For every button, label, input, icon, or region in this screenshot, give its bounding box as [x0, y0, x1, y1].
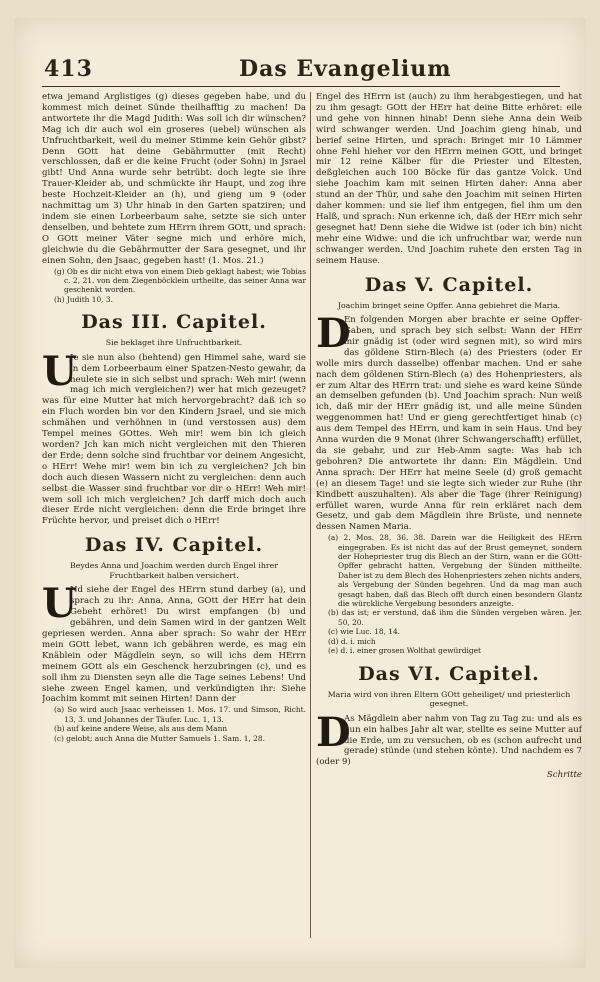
column-divider: [310, 92, 311, 938]
chapter-6-summary: Maria wird von ihren Eltern GOtt geheiliget/ und priesterlich gesegnet.: [327, 689, 571, 709]
left-column: [42, 92, 306, 958]
chapter-4-body: [42, 580, 306, 705]
footnote: (c) gelobt; auch Anna die Mutter Samuels 1. Sam. 1, 28.: [54, 733, 265, 743]
drop-cap: D: [316, 708, 351, 756]
chapter-3-summary: Sie beklaget ihre Unfruchtbarkeit.: [105, 338, 243, 348]
footnote: (a) So wird auch Jsaac verheissen 1. Mos. 17. und Simson, Richt. 13, 3. und Johannes der Täufer. Luc. 1, 13.: [54, 705, 306, 724]
chapter-3-title: Das III. Capitel.: [81, 311, 267, 334]
chapter-6-text: As Mägdlein aber nahm von Tag zu Tag zu: und als es nun ein halbes Jahr alt war, stellte es seine Mutter auf die Erde, um zu versuchen, ob es (schon aufrecht und gerade) stünde (und stehen könte). Und nachdem es 7 (oder 9): [316, 713, 582, 768]
footnotes-chapter-5: [316, 533, 582, 655]
footnote: (c) wie Luc. 18, 14.: [328, 627, 401, 637]
right-column: [316, 92, 582, 958]
page-number: 413: [44, 56, 93, 82]
footnote: (d) d. i. mich: [328, 636, 376, 646]
chapter-3-text: Je sie nun also (behtend) gen Himmel sahe, ward sie in dem Lorbeerbaum einer Spatzen-Nesto gewahr, da heulete sie in sich selbst und sprach: Weh mir! (wenn mag ich mich vergleichen?) wer hat mich gezeuget? was für eine Mutter hat mich hervorgebracht? daß ich so ein Fluch worden bin vor den Kindern Jsrael, und sie mich schmähen und verhöhnen in (und verstossen aus) dem Tempel meines GOttes. Weh mir! wem bin ich gleich worden? Jch kan mich nicht vergleichen mit den Thieren der Erde; denn solche sind fruchtbar vor deinem Angesicht, o HErr! Wehe mir! wem bin ich zu vergleichen? Jch bin doch auch diesen Wassern nicht zu vergleichen: denn auch selbst die Wasser sind fruchtbar vor dir o HErr! Weh mir! wem soll ich mich vergleichen? Jch darff mich doch auch dieser Erde nicht vergleichen: denn die Erde bringet ihre Früchte hervor, und preiset dich o HErr!: [42, 352, 306, 527]
footnote: (e) d. i. einer grosen Wolthat gewürdiget: [328, 646, 481, 656]
drop-cap: U: [42, 580, 77, 628]
footnote: (g) Ob es dir nicht etwa von einem Dieb geklagt habest; wie Tobias c. 2, 21. von dem Ziegenböcklein urtheilte, das seiner Anna war geschenkt worden.: [54, 266, 306, 295]
footnotes-chapter-2: [42, 267, 306, 305]
chapter-4-text: Nd siehe der Engel des HErrn stund darbey (a), und sprach zu ihr: Anna, Anna, GOtt der HErr hat dein Gebeht erhöret! Du wirst empfangen (b) und gebähren, und dein Samen wird in der gantzen Welt gepriesen werden. Anna aber sprach: So wahr der HErr mein GOtt lebet, wann ich gebähren werde, es mag ein Knäblein oder Mägdlein seyn, so will ichs dem HErrn meinem GOtt als ein Geschenck herzubringen (c), und es soll ihm zu Diensten seyn alle die Tage seines Lebens! Und siehe zween Engel kamen, und verkündigten ihr: Siehe Joachim kommt mit seinen Hirten! Dann der: [42, 585, 306, 705]
drop-cap: D: [316, 310, 351, 358]
chapter-5-body: [316, 310, 582, 533]
catchword: Schritte: [546, 770, 582, 781]
chapter-4-summary: Beydes Anna und Joachim werden durch Engel ihrer Fruchtbarkeit halben versichert.: [70, 561, 278, 580]
footnote: (h) Judith 10, 3.: [54, 294, 113, 304]
chapter-5-summary: Joachim bringet seine Opffer. Anna gebiehret die Maria.: [337, 300, 561, 310]
footnote: (a) 2. Mos. 28, 36. 38. Darein war die Heiligkeit des HErrn eingegraben. Es ist nicht das auf der Brust gemeynet, sondern der Hohepriester trug dis Blech an der Stirn, wann er die GOtt-Opffer gebracht hatten, Vergebung der Sünden mittheilte. Daher ist zu dem Blech des Hohenpriesters zehen nichts anders, als Vergebung der Sünden begehren. Und da mag man auch gesagt haben, daß das Blech offt durch einen besondern Glantz die würckliche Vergebung besonders anzeigte.: [328, 533, 582, 609]
right-paragraph: Engel des HErrn ist (auch) zu ihm herabgestiegen, und hat zu ihm gesagt: GOtt der HErr hat deine Bitte erhöret: eile und gehe von hinnen hinab! Denn siehe Anna dein Weib wird schwanger werden. Und Joachim gieng hinab, und berief seine Hirten, und sprach: Bringet mir 10 Lämmer ohne Fehl hieher vor den HErrn meinen GOtt, und bringet mir 12 reine Kälber für die Priester und Eltesten, deßgleichen auch 100 Böcke für das gantze Volck. Und siehe Joachim kam mit seinen Hirten daher: Anna aber stund an der Thür, und sahe den Joachim mit seinen Hirten daher kommen: und sie lief ihm entgegen, fiel ihm um den Halß, und sprach: Nun erkenne ich, daß der HErr mich sehr gesegnet hat! Denn siehe die Widwe ist (oder ich bin) nicht mehr eine Widwe: und die ich unfruchtbar war, werde nun schwanger werden. Und Joachim ruhete den ersten Tag in seinem Hause.: [316, 92, 582, 266]
page-sheet: [14, 18, 586, 968]
drop-cap: U: [42, 347, 77, 395]
footnotes-chapter-4: [42, 705, 306, 743]
left-paragraph: etwa jemand Arglistiges (g) dieses gegeben habe, und du kommest mich deinet Sünde theilhafftig zu machen! Da antwortete ihr die Magd Judith: Was soll ich dir wünschen? Mag ich dir auch wol ein groseres (uebel) wünschen als Unfruchtbarkeit, weil du meiner Stimme kein Gehör gibst? Denn GOtt hat deine Gebährmutter (mit Recht) verschlossen, daß er die keine Frucht (oder Sohn) in Jsrael gibt! Und Anna wurde sehr betrübt: doch legte sie ihre Trauer-Kleider ab, und schmückte ihr Haupt, und zog ihre beste Hochzeit-Kleider an (h), und gieng um 9 (oder nachmittag um 3) Uhr hinab in den Garten spatziren; und indem sie einen Lorbeerbaum sahe, setzte sie sich unter denselben, und behtete zum HErrn ihrem GOtt, und sprach: O GOtt meiner Väter segne mich und erhöre mich, gleichwie du die Gebährmutter der Sara gesegnet, und ihr einen Sohn, den Jsaac, gegeben hast! (1. Mos. 21.): [42, 92, 306, 266]
header-rule: [42, 86, 560, 87]
chapter-5-title: Das V. Capitel.: [364, 273, 534, 296]
chapter-4-title: Das IV. Capitel.: [84, 534, 264, 557]
footnote: (b) das ist; er verstund, daß ihm die Sünden vergeben wären. Jer. 50, 20.: [328, 608, 582, 627]
chapter-6-title: Das VI. Capitel.: [358, 662, 540, 685]
chapter-3-body: [42, 347, 306, 528]
chapter-6-body: [316, 708, 582, 769]
chapter-5-text: En folgenden Morgen aber brachte er seine Opffer-Gaben, und sprach bey sich selbst: Wann der HErr mir gnädig ist (oder wird segnen mit), so wird mirs das göldene Stirn-Blech (a) des Priesters (oder Er wolle mirs durch dasselbe) offenbar machen. Und er sahe nach dem göldenen Stirn-Blech (a) des Hohenpriesters, als er zum Altar des HErrn trat: und siehe es ward keine Sünde an demselben gefunden (b). Und Joachim sprach: Nun weiß ich, daß mir der HErr gnädig ist, und alle meine Sünden weggenommen hat! Und er gieng gerechtfertiget hinab (c) aus dem Tempel des HErrn, und kam in sein Haus. Und bey Anna wurden die 9 Monat (ihrer Schwangerschafft) erfüllet, da sie gebahr, und zur Heb-Amm sagte: Was hab ich gebohren? Die antwortete ihr dann: Ein Mägdlein. Und Anna sprach: Der HErr hat meine Seele (d) groß gemacht (e) an diesem Tage! und sie legte sich wieder zur Ruhe (ihr Kindbett auszuhalten). Als aber die Tage (ihrer Reinigung) erfüllet waren, wurde Anna für rein erkläret nach dem Gesetz, und gab dem Mägdlein ihre Brüste, und nennete dessen Namen Maria.: [316, 315, 582, 533]
running-head: Das Evangelium: [239, 56, 452, 82]
footnote: (b) auf keine andere Weise, als aus dem Mann: [54, 724, 228, 734]
